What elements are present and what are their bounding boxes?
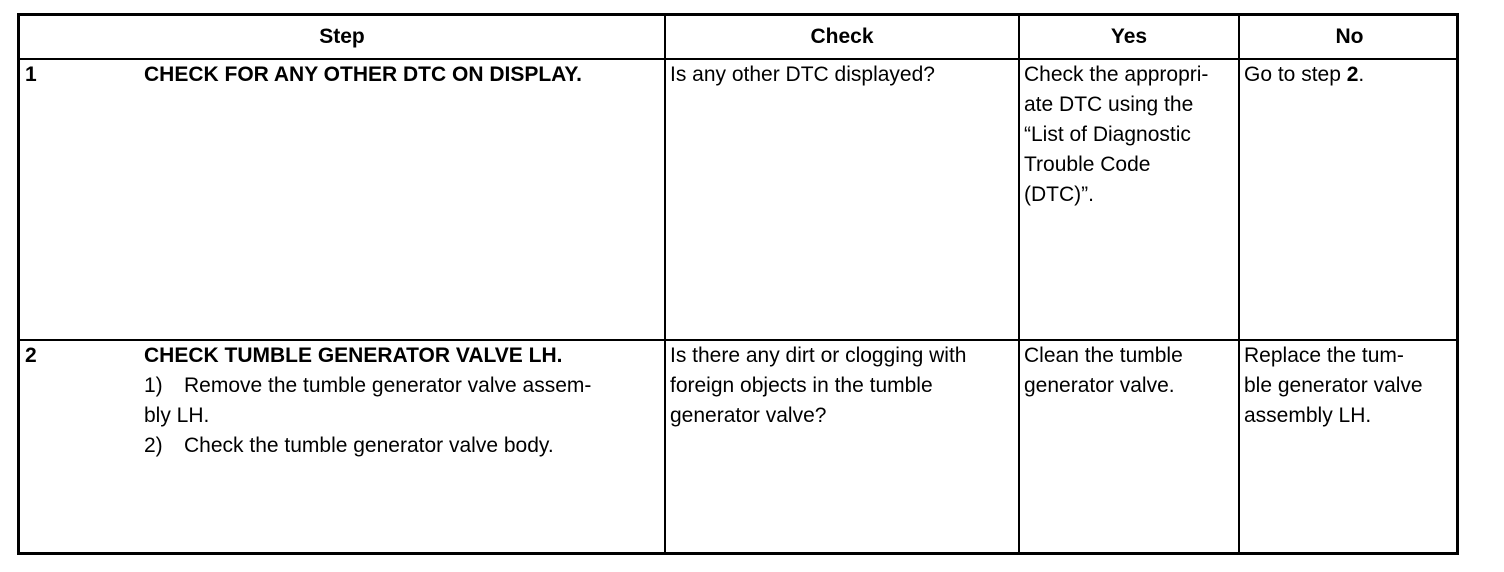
check-cell — [664, 339, 1018, 555]
no-line: ble generator valve — [1244, 374, 1423, 397]
substep-text: Check the tumble generator valve body. — [184, 434, 554, 457]
yes-line: Trouble Code — [1024, 153, 1151, 176]
no-step-link: 2 — [1346, 63, 1359, 86]
yes-line: “List of Diagnostic — [1024, 123, 1191, 146]
substep-label: 2) — [144, 434, 163, 457]
substep-continuation: bly LH. — [144, 404, 210, 427]
check-line: foreign objects in the tumble — [670, 374, 933, 397]
yes-line: generator valve. — [1024, 374, 1175, 397]
substep-label: 1) — [144, 374, 163, 397]
check-line: generator valve? — [670, 404, 827, 427]
header-yes: Yes — [1018, 16, 1238, 58]
step-cell — [20, 58, 664, 339]
check-text: Is any other DTC displayed? — [670, 63, 935, 86]
table-row — [20, 339, 1456, 555]
step-body — [144, 341, 662, 461]
step-number: 2 — [25, 344, 37, 367]
no-text — [1244, 60, 1455, 90]
yes-line: Check the appropri- — [1024, 63, 1209, 86]
no-line: assembly LH. — [1244, 404, 1372, 427]
check-cell — [664, 58, 1018, 339]
header-no: No — [1238, 16, 1459, 58]
table-header-row — [20, 16, 1456, 60]
step-body — [144, 60, 662, 90]
no-line: Replace the tum- — [1244, 344, 1404, 367]
yes-line: Clean the tumble — [1024, 344, 1183, 367]
table-row — [20, 58, 1456, 341]
no-suffix: . — [1358, 63, 1365, 86]
header-check: Check — [664, 16, 1018, 58]
yes-line: ate DTC using the — [1024, 93, 1194, 116]
no-prefix: Go to step — [1244, 63, 1347, 86]
no-cell — [1238, 339, 1459, 555]
check-line: Is there any dirt or clogging with — [670, 344, 967, 367]
step-title: CHECK FOR ANY OTHER DTC ON DISPLAY. — [144, 63, 582, 86]
no-cell — [1238, 58, 1459, 339]
yes-line: (DTC)”. — [1024, 183, 1094, 206]
substep-text: Remove the tumble generator valve assem- — [184, 374, 592, 397]
header-step: Step — [319, 25, 365, 48]
substep — [144, 431, 662, 461]
yes-cell — [1018, 339, 1238, 555]
yes-cell — [1018, 58, 1238, 339]
step-number: 1 — [25, 63, 37, 86]
step-title: CHECK TUMBLE GENERATOR VALVE LH. — [144, 344, 563, 367]
diagnostic-table — [17, 13, 1459, 555]
substep — [144, 371, 662, 401]
step-cell — [20, 339, 664, 555]
